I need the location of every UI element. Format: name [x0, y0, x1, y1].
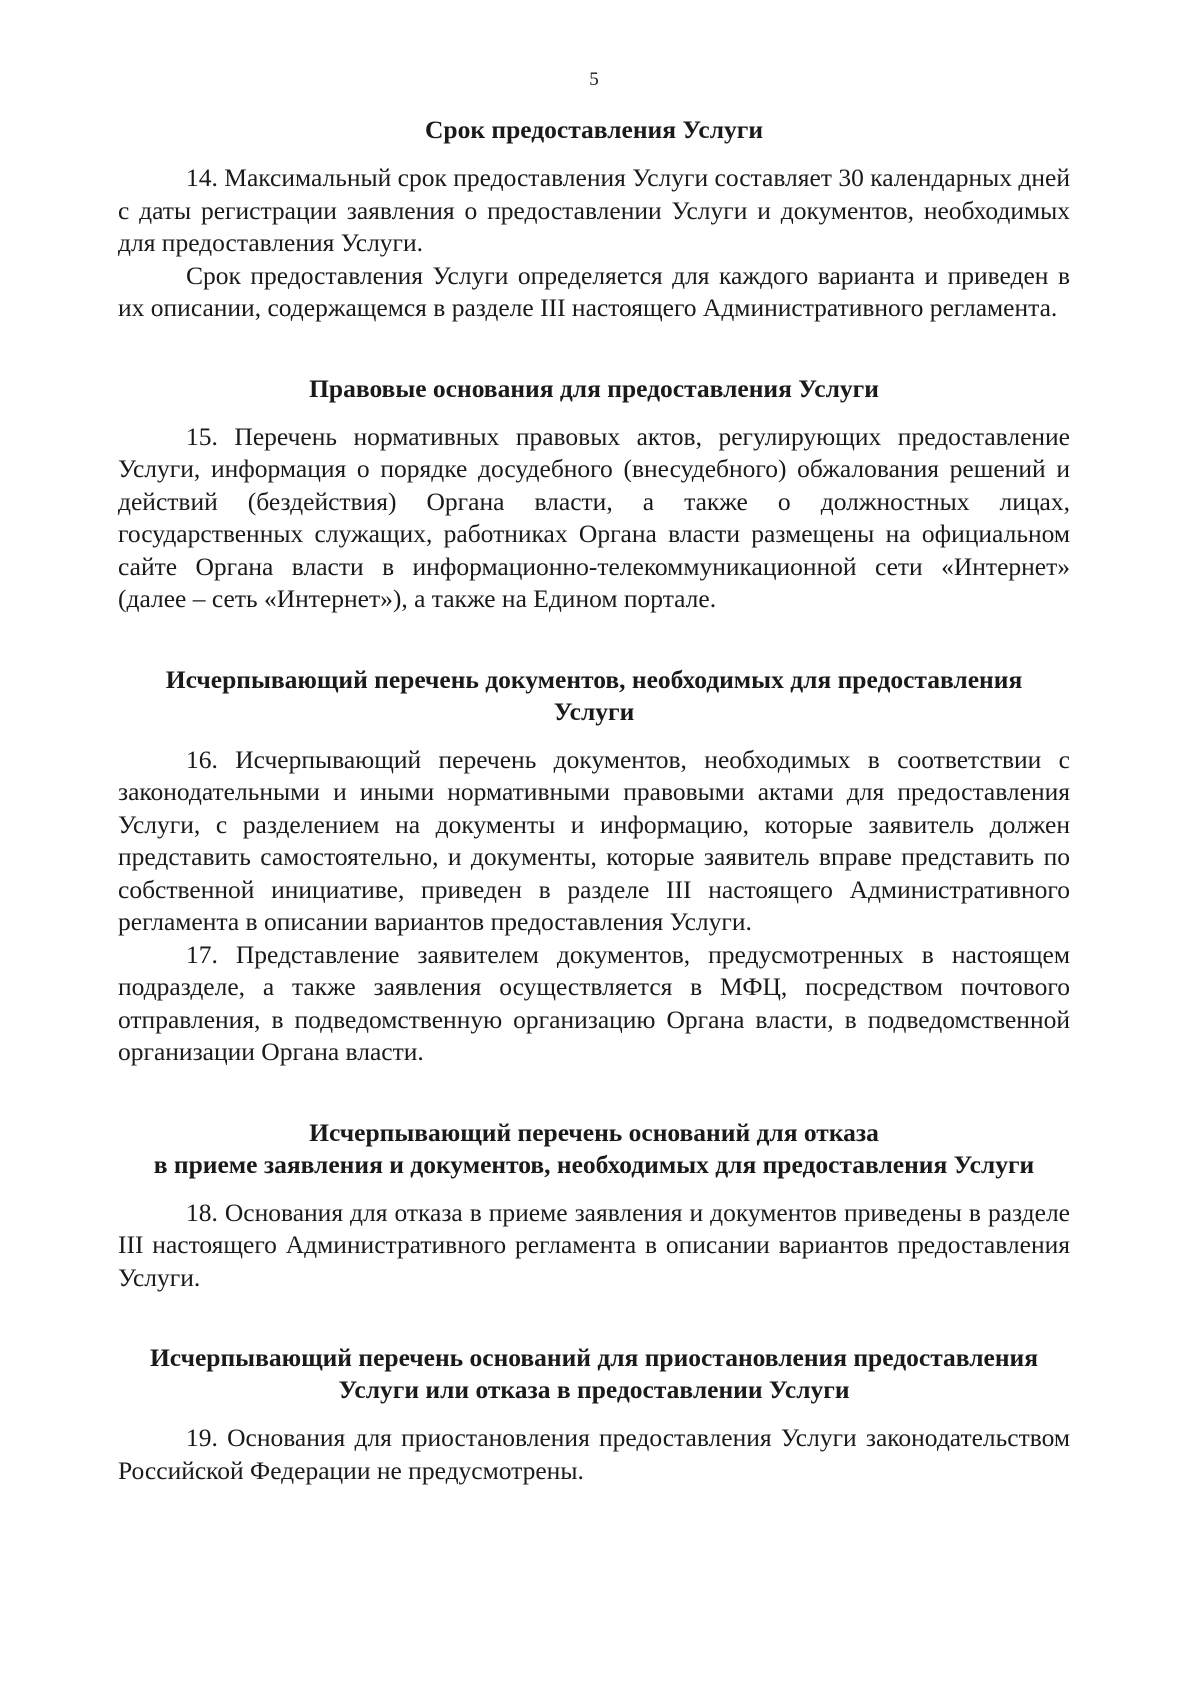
section-heading [118, 1117, 1070, 1181]
section-heading [118, 664, 1070, 728]
section-required-documents [118, 664, 1070, 1069]
section-heading-line: в приеме заявления и документов, необходимых для предоставления Услуги [153, 1149, 1035, 1179]
section-heading: Срок предоставления Услуги [424, 115, 764, 144]
paragraph-term-variants: Срок предоставления Услуги определяется для каждого варианта и приведен в их описании, содержащемся в разделе III настоящего Административного регламента. [118, 260, 1070, 322]
section-heading-line: Услуги [553, 696, 635, 726]
section-heading [118, 1342, 1070, 1406]
page-number: 5 [589, 69, 599, 90]
section-heading: Правовые основания для предоставления Услуги [309, 373, 879, 403]
paragraph-19: 19. Основания для приостановления предоставления Услуги законодательством Российской Федерации не предусмотрены. [118, 1423, 1070, 1485]
section-refusal-reception [118, 1117, 1070, 1295]
paragraph-16: 16. Исчерпывающий перечень документов, необходимых в соответствии с законодательными и иными нормативными правовыми актами для предоставления Услуги, с разделением на документы и информацию, которые заявитель должен представить самостоятельно, и документы, которые заявитель вправе представить по собственной инициативе, приведен в разделе III настоящего Административного регламента в описании вариантов предоставления Услуги. [118, 744, 1070, 936]
section-heading-line: Исчерпывающий перечень оснований для приостановления предоставления [149, 1343, 1039, 1372]
paragraph-18: 18. Основания для отказа в приеме заявления и документов приведены в разделе III настоящего Административного регламента в описании вариантов предоставления Услуги. [118, 1197, 1070, 1292]
section-heading-line: Исчерпывающий перечень оснований для отказа [309, 1117, 879, 1147]
section-suspension-refusal [118, 1342, 1070, 1487]
document-page [118, 68, 1070, 1487]
section-legal-basis [118, 373, 1070, 616]
section-heading-line: Исчерпывающий перечень документов, необходимых для предоставления [165, 664, 1023, 694]
section-heading-line: Услуги или отказа в предоставлении Услуги [338, 1375, 850, 1404]
section-service-term [118, 114, 1070, 325]
paragraph-15: 15. Перечень нормативных правовых актов, регулирующих предоставление Услуги, информация о порядке досудебного (внесудебного) обжалования решений и действий (бездействия) Органа власти, а также о должностных лицах, государственных служащих, работниках Органа власти размещены на официальном сайте Органа власти в информационно-телекоммуникационной сети «Интернет» (далее – сеть «Интернет»), а также на Едином портале. [118, 421, 1070, 613]
paragraph-14: 14. Максимальный срок предоставления Услуги составляет 30 календарных дней с даты регистрации заявления о предоставлении Услуги и документов, необходимых для предоставления Услуги. [118, 163, 1070, 257]
paragraph-17: 17. Представление заявителем документов, предусмотренных в настоящем подразделе, а также заявления осуществляется в МФЦ, посредством почтового отправления, в подведомственную организацию Органа власти, в подведомственной организации Органа власти. [118, 939, 1070, 1066]
